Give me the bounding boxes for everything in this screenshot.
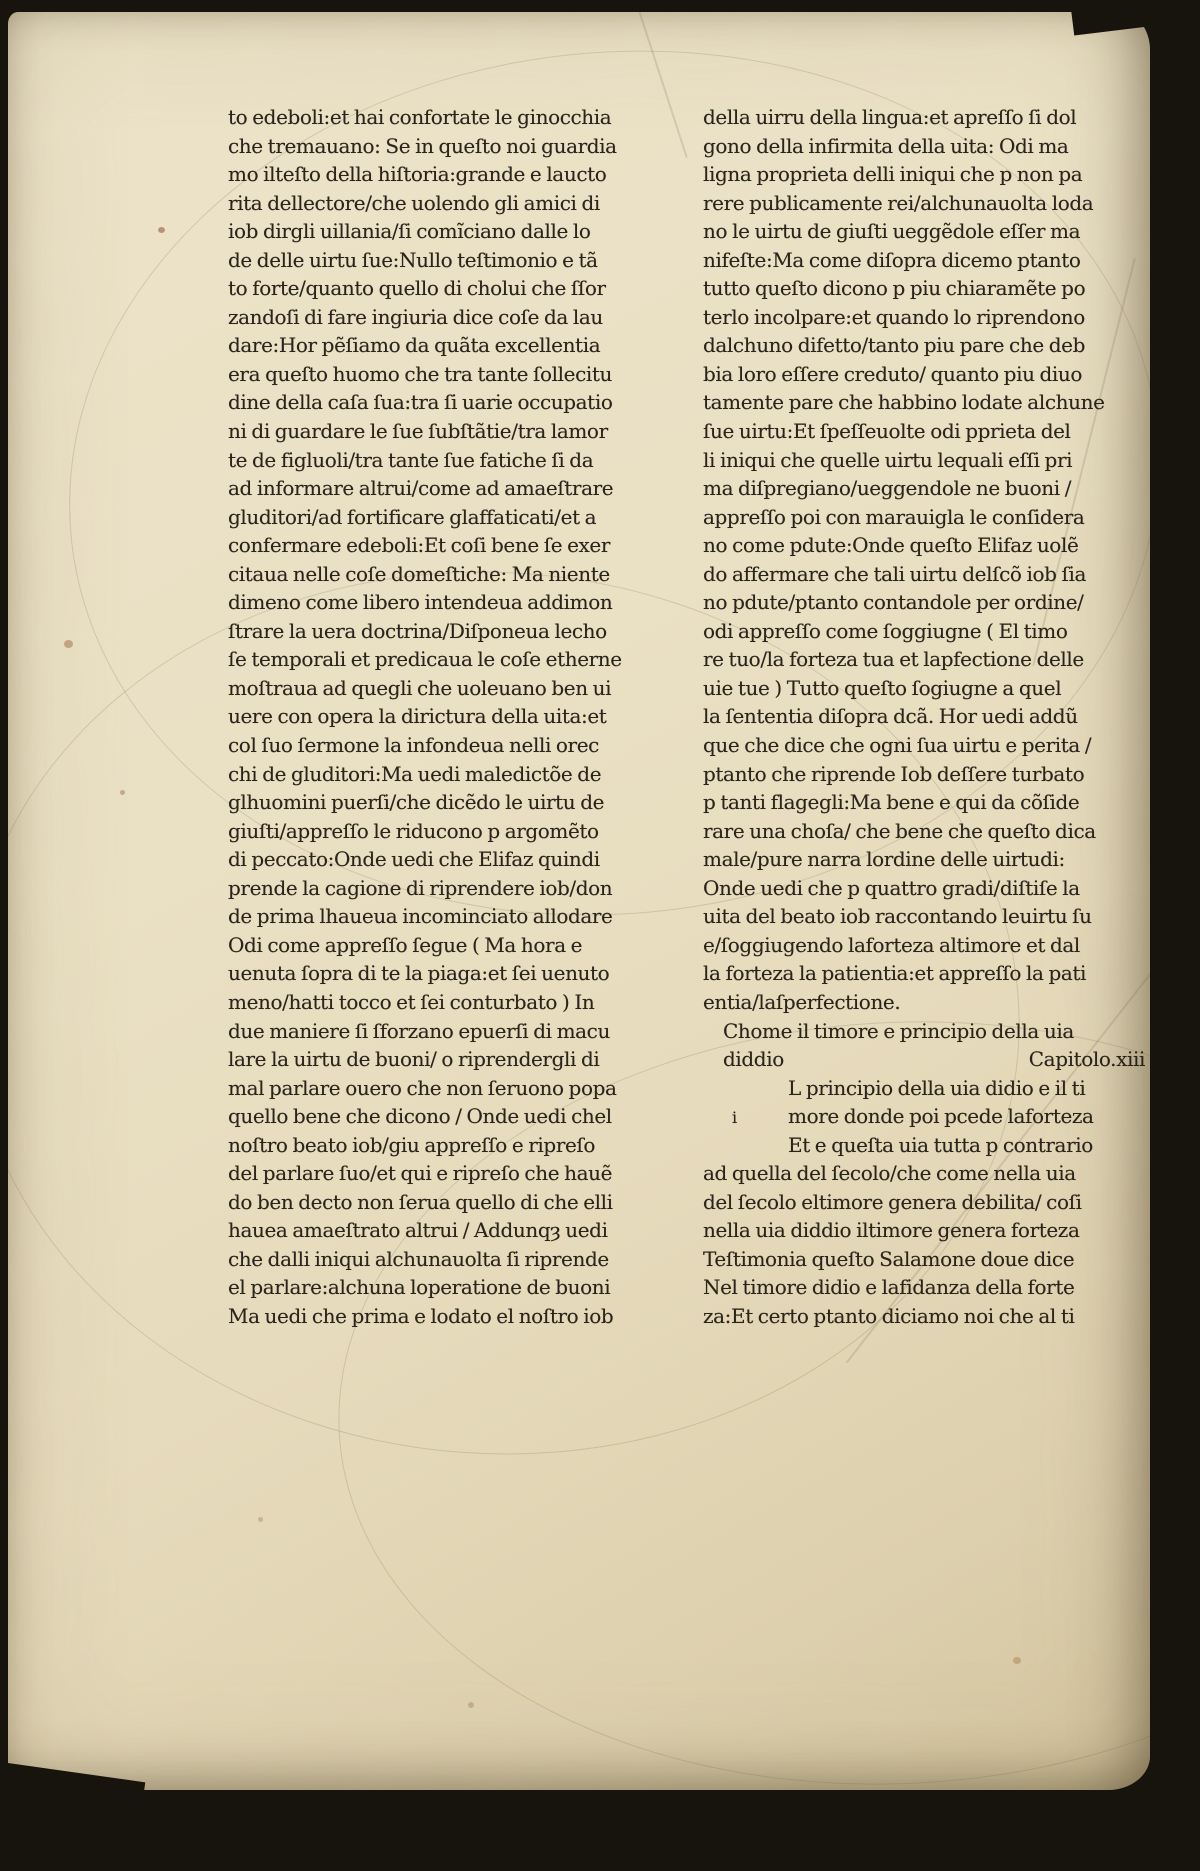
text-line: noſtro beato iob/giu appreſſo e ripreſo [228,1132,596,1157]
right-column [703,103,1145,1331]
text-line: la forteza la patientia:et appreſſo la pati [703,961,1087,986]
text-line: bia loro eſſere creduto/ quanto piu diuo [703,361,1083,386]
text-line: e/ſoggiugendo laforteza altimore et dal [703,932,1080,957]
text-line: entia/laſperfectione. [703,989,901,1014]
foxing-spot [1013,1657,1021,1664]
text-line: tamente pare che habbino lodate alchune [703,390,1105,415]
text-line: uita del beato iob raccontando leuirtu ſu [703,904,1092,929]
text-line [703,1017,1145,1046]
text-line: dimeno come libero intendeua addimon [228,590,613,615]
text-line: ſe temporali et predicaua le coſe etherne [228,647,622,672]
text-line: del ſecolo eltimore genera debilita/ coſi [703,1189,1082,1214]
text-line-content: Et e queſta uia tutta p contrario [788,1132,1093,1157]
text-line: terlo incolpare:et quando lo riprendono [703,304,1085,329]
text-line: rere publicamente rei/alchunauolta loda [703,190,1094,215]
text-line: nifeſte:Ma come diſopra dicemo ptanto [703,247,1081,272]
text-line: mo ilteſto della hiſtoria:grande e laucto [228,162,607,187]
text-line: giuſti/appreſſo le riducono p argomẽto [228,818,599,843]
text-line: di peccato:Onde uedi che Elifaz quindi [228,847,600,872]
text-line: tutto queſto dicono p piu chiaramẽte po [703,276,1086,301]
text-line: chi de gluditori:Ma uedi maledictõe de [228,761,602,786]
text-line: quello bene che dicono / Onde uedi chel [228,1104,612,1129]
foxing-spot [64,640,73,648]
foxing-spot [258,1517,263,1522]
text-line: mal parlare ouero che non ſeruono popa [228,1075,617,1100]
text-line: appreſſo poi con marauigla le conſidera [703,504,1085,529]
text-line: gluditori/ad fortificare glaffaticati/et a [228,504,597,529]
text-line [703,1074,1145,1103]
text-line: do affermare che tali uirtu delſcõ iob ſia [703,561,1087,586]
left-column [228,103,670,1331]
text-line: no pdute/ptanto contandole per ordine/ [703,590,1084,615]
text-line: che dalli iniqui alchunauolta ſi riprende [228,1246,609,1271]
text-line: ptanto che riprende Iob deſſere turbato [703,761,1085,786]
text-line: re tuo/la forteza tua et lapfectione delle [703,647,1084,672]
text-line: no le uirtu de giuſti ueggẽdole eſſer ma [703,219,1081,244]
text-line: col ſuo ſermone la infondeua nelli orec [228,733,599,758]
text-line: male/pure narra lordine delle uirtudi: [703,847,1065,872]
text-line [703,1131,1145,1160]
text-line: dare:Hor pẽſiamo da quãta excellentia [228,333,601,358]
chapter-number: Capitolo.xiii [1028,1047,1145,1072]
text-line: Teſtimonia queſto Salamone doue dice [703,1246,1075,1271]
text-line: meno/hatti tocco et ſei conturbato ) In [228,989,595,1014]
text-line: era queſto huomo che tra tante ſollecitu [228,361,613,386]
text-line: do ben decto non ſerua quello di che elli [228,1189,613,1214]
foxing-spot [120,790,125,795]
text-line: dalchuno difetto/tanto piu pare che deb [703,333,1085,358]
text-line: Onde uedi che p quattro gradi/diſtiſe la [703,875,1080,900]
heading-left-text: diddio [723,1047,784,1072]
text-line: ſtrare la uera doctrina/Diſponeua lecho [228,618,607,643]
text-line-content: L principio della uia didio e il ti [788,1075,1086,1100]
text-line: uenuta ſopra di te la piaga:et ſei uenuto [228,961,610,986]
text-line: citaua nelle coſe domeſtiche: Ma niente [228,561,610,586]
text-line-content: more donde poi pcede laforteza [788,1104,1094,1129]
text-line: hauea amaeſtrato altrui / Addunqȝ uedi [228,1218,608,1243]
text-line: dine della caſa ſua:tra ſi uarie occupatio [228,390,613,415]
text-line: del parlare ſuo/et qui e ripreſo che hauẽ [228,1161,613,1186]
text-line: que che dice che ogni ſua uirtu e perita / [703,733,1092,758]
text-line: che tremauano: Se in queſto noi guardia [228,133,617,158]
book-page [8,12,1150,1790]
text-line: zandoſi di fare ingiuria dice coſe da lau [228,304,603,329]
text-line: to forte/quanto quello di cholui che ſſor [228,276,606,301]
text-line: rare una choſa/ che bene che queſto dica [703,818,1096,843]
text-line: ligna proprieta delli iniqui che p non pa [703,162,1083,187]
text-line: de prima lhaueua incominciato allodare [228,904,613,929]
text-line: Odi come appreſſo ſegue ( Ma hora e [228,932,583,957]
foxing-spot [158,227,165,233]
text-line: moſtraua ad quegli che uoleuano ben ui [228,675,612,700]
text-line: ni di guardare le ſue ſubſtãtie/tra lamor [228,419,608,444]
text-line: uie tue ) Tutto queſto ſogiugne a quel [703,675,1062,700]
text-line: el parlare:alchuna loperatione de buoni [228,1275,611,1300]
text-line: gono della infirmita della uita: Odi ma [703,133,1069,158]
text-line: glhuomini puerſi/che dicẽdo le uirtu de [228,790,605,815]
text-line: uere con opera la dirictura della uita:et [228,704,607,729]
text-line: rita dellectore/che uolendo gli amici di [228,190,600,215]
text-line: ad quella del ſecolo/che come nella uia [703,1161,1076,1186]
text-line: to edeboli:et hai confortate le ginocchia [228,105,612,129]
text-line: prende la cagione di riprendere iob/don [228,875,613,900]
text-line: lare la uirtu de buoni/ o riprendergli di [228,1047,600,1072]
text-line: odi appreſſo come ſoggiugne ( El timo [703,618,1068,643]
text-line: della uirru della lingua:et apreſſo ſi dol [703,105,1077,129]
initial-guide-letter: i [732,1108,738,1128]
text-line: Nel timore didio e lafidanza della forte [703,1275,1075,1300]
text-line: ſue uirtu:Et ſpeſſeuolte odi pprieta del [703,419,1071,444]
text-line: nella uia diddio iltimore genera forteza [703,1218,1080,1243]
text-line: te de figluoli/tra tante ſue fatiche ſi da [228,447,594,472]
foxing-spot [468,1702,474,1708]
text-line [703,1045,1145,1074]
text-line: li iniqui che quelle uirtu lequali eſſi pri [703,447,1073,472]
text-line: confermare edeboli:Et coſi bene ſe exer [228,533,611,558]
text-line: due maniere ſi ſforzano epuerſi di macu [228,1018,610,1043]
text-line: la ſententia diſopra dcã. Hor uedi addũ [703,704,1078,729]
text-line: no come pdute:Onde queſto Elifaz uolẽ [703,533,1079,558]
text-line: za:Et certo ptanto diciamo noi che al ti [703,1303,1075,1328]
text-line: p tanti flagegli:Ma bene e qui da cõſide [703,790,1080,815]
text-line: ad informare altrui/come ad amaeſtrare [228,476,614,501]
text-line [703,1102,1145,1131]
text-line: de delle uirtu ſue:Nullo teſtimonio e tã [228,247,598,272]
text-line: iob dirgli uillania/ſi comĩciano dalle lo [228,219,591,244]
text-line-content: Chome il timore e principio della uia [723,1018,1074,1043]
text-line: Ma uedi che prima e lodato el noſtro iob [228,1303,614,1328]
text-line: ma diſpregiano/ueggendole ne buoni / [703,476,1072,501]
